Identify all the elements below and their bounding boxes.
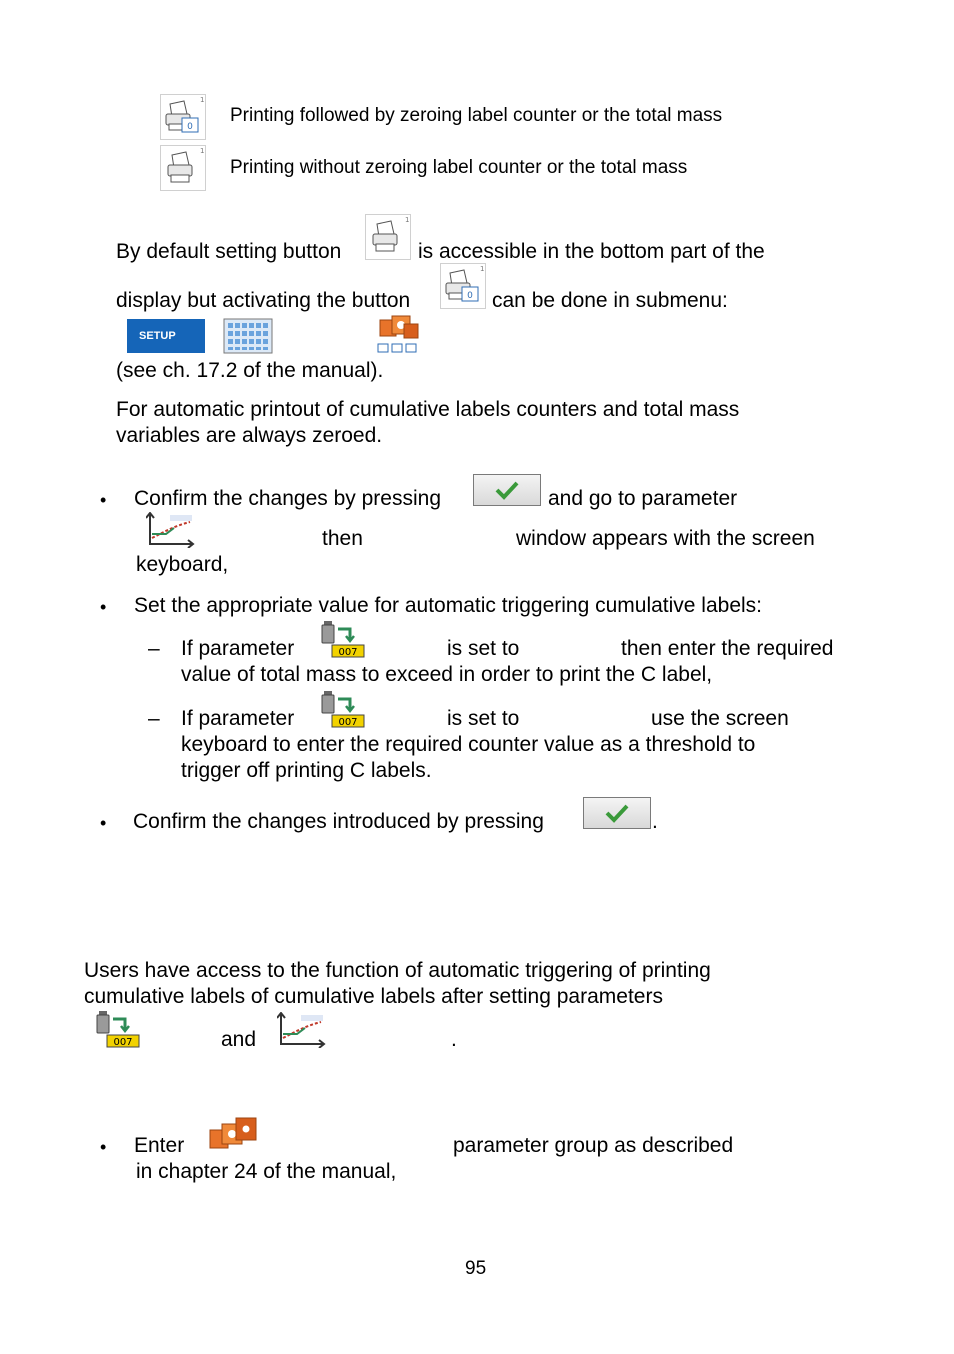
check-icon	[583, 797, 651, 829]
b1-then: then	[322, 527, 363, 550]
svg-text:1: 1	[200, 96, 205, 104]
configuration-icon	[208, 1116, 258, 1161]
d2-line2: keyboard to enter the required counter value as a threshold to	[181, 733, 756, 756]
p3-and: and	[221, 1028, 257, 1051]
d2-text-a: If parameter	[181, 707, 295, 730]
d1-line2: value of total mass to exceed in order to print the C label,	[181, 663, 713, 686]
bullet-marker: •	[100, 597, 107, 617]
bullet-marker: •	[100, 813, 107, 833]
check-icon	[473, 474, 541, 506]
b1-keyboard: keyboard,	[136, 553, 229, 576]
keyboard-grid-icon	[223, 318, 273, 359]
print-graph-icon	[277, 1012, 327, 1053]
svg-text:1: 1	[200, 147, 205, 155]
enter-text-b: parameter group as described	[453, 1134, 734, 1157]
printer-zero-icon	[440, 263, 486, 314]
p3-dot: .	[451, 1028, 457, 1051]
print-graph-icon	[146, 512, 196, 553]
b3-end: .	[652, 810, 658, 833]
svg-text:1: 1	[480, 265, 485, 273]
setup-icon	[127, 319, 205, 353]
d1-text-c: then enter the required	[621, 637, 834, 660]
p1-part3: display but activating the button	[116, 289, 411, 312]
d1-text-a: If parameter	[181, 637, 295, 660]
printer-icon	[160, 145, 206, 196]
legend-item-no-zeroing: Printing without zeroing label counter or the total mass	[230, 157, 688, 178]
d2-line3: trigger off printing C labels.	[181, 759, 432, 782]
p1-part2: is accessible in the bottom part of the	[418, 240, 765, 263]
b1-text-a: Confirm the changes by pressing	[134, 487, 441, 510]
b1-text-b: and go to parameter	[548, 487, 738, 510]
p3-line2: cumulative labels of cumulative labels after setting parameters	[84, 985, 663, 1008]
p2-line1: For automatic printout of cumulative labels counters and total mass	[116, 398, 740, 421]
b2-text: Set the appropriate value for automatic triggering cumulative labels:	[134, 594, 763, 617]
p1-see-reference: (see ch. 17.2 of the manual).	[116, 359, 384, 382]
svg-text:1: 1	[405, 216, 410, 224]
d1-text-b: is set to	[447, 637, 520, 660]
bullet-marker: •	[100, 490, 107, 510]
bullet-marker: •	[100, 1137, 107, 1157]
d2-text-b: is set to	[447, 707, 520, 730]
p2-line2: variables are always zeroed.	[116, 424, 383, 447]
weight-counter-icon	[95, 1009, 141, 1054]
counter-label: 007	[113, 1037, 133, 1048]
b3-text: Confirm the changes introduced by pressing	[133, 810, 544, 833]
p3-line1: Users have access to the function of automatic triggering of printing	[84, 959, 711, 982]
printer-icon	[365, 214, 411, 265]
printer-zero-icon	[160, 94, 206, 145]
weight-counter-icon	[320, 619, 366, 664]
configuration-icon	[376, 314, 422, 359]
svg-text:0: 0	[467, 291, 473, 301]
enter-line2: in chapter 24 of the manual,	[136, 1160, 397, 1183]
p1-part4: can be done in submenu:	[492, 289, 728, 312]
enter-text-a: Enter	[134, 1134, 185, 1157]
counter-label: 007	[338, 647, 358, 658]
setup-label: SETUP	[139, 330, 176, 342]
page-number: 95	[465, 1258, 487, 1279]
p1-part1: By default setting button	[116, 240, 342, 263]
b1-window: window appears with the screen	[516, 527, 815, 550]
weight-counter-icon	[320, 689, 366, 734]
d2-text-c: use the screen	[651, 707, 789, 730]
dash-marker: –	[148, 637, 160, 660]
dash-marker: –	[148, 707, 160, 730]
legend-item-zeroing: Printing followed by zeroing label counter or the total mass	[230, 105, 723, 126]
svg-text:0: 0	[187, 122, 193, 132]
counter-label: 007	[338, 717, 358, 728]
